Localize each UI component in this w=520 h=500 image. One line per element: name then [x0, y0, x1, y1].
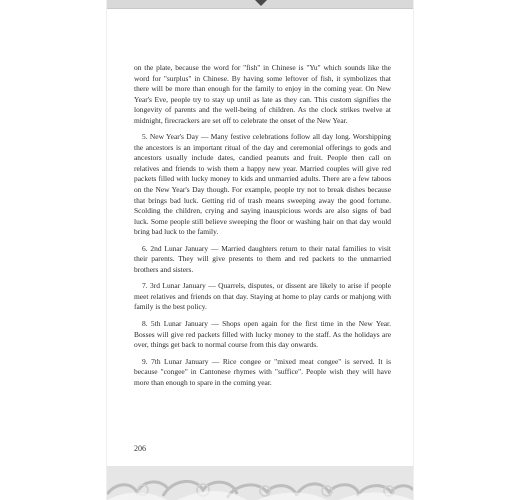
cloud-ornament-icon	[107, 460, 413, 500]
paragraph-continued: on the plate, because the word for "fish" in Chinese is "Yu" which sounds like the word for "surplus" in Chinese. By having some leftover of fish, it symbolizes that there will be more than enough for the family to enjoy in the coming year. On New Year's Eve, people try to stay up until as late as they can. This custom signifies the longevity of parents and the well-being of children. As the clock strikes twelve at midnight, firecrackers are set off to celebrate the onset of the New Year.	[134, 63, 391, 125]
page-edge-right	[413, 0, 414, 500]
paragraph-2nd-lunar-january: 6. 2nd Lunar January — Married daughters return to their natal families to visit their parents. They will give presents to them and red packets to the unmarried brothers and sisters.	[134, 243, 391, 274]
paragraph-new-years-day: 5. New Year's Day — Many festive celebrations follow all day long. Worshipping the ancestors is an important ritual of the day and ceremonial offerings to gods and ancestors usually include dates, candied peanuts and fruit. People then call on relatives and friends to wish them a happy new year. Married couples will give red packets filled with lucky money to kids and unmarried adults. There are a few taboos on the New Year's Day though. For example, people try not to break dishes because that brings bad luck. Getting rid of trash means sweeping away the good fortune. Scolding the children, crying and saying inauspicious words are also signs of bad luck. Some people still believe sweeping the floor or washing hair on that day would bring bad luck to the family.	[134, 132, 391, 237]
book-page	[107, 0, 413, 500]
page-number: 206	[134, 444, 146, 453]
paragraph-3rd-lunar-january: 7. 3rd Lunar January — Quarrels, disputes, or dissent are likely to arise if people meet relatives and friends on that day. Staying at home to play cards or mahjong with family is the best policy.	[134, 281, 391, 312]
page-body-text	[134, 63, 391, 394]
paragraph-5th-lunar-january: 8. 5th Lunar January — Shops open again for the first time in the New Year. Bosses will give red packets filled with lucky money to the staff. As the holidays are over, things get back to normal course from this day onwards.	[134, 319, 391, 350]
cloud-pattern-footer	[107, 460, 413, 500]
collapse-arrow-icon[interactable]	[255, 0, 267, 6]
paragraph-7th-lunar-january: 9. 7th Lunar January — Rice congee or "mixed meat congee" is served. It is because "congee" in Cantonese rhymes with "suffice". People wish they will have more than enough to spare in the coming year.	[134, 356, 391, 387]
